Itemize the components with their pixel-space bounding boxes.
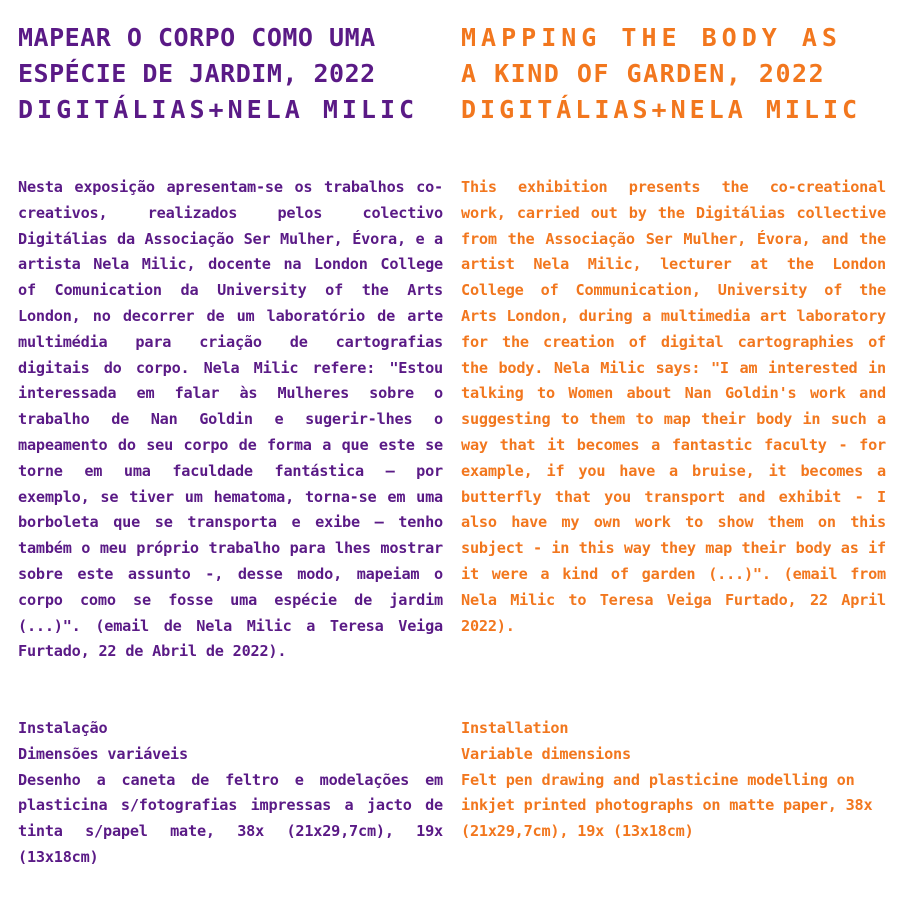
english-materials: Felt pen drawing and plasticine modelling on inkjet printed photographs on matte paper, 38x (21x29,7cm), 19x (13x18cm) [461, 770, 873, 841]
portuguese-installation-info [18, 716, 443, 871]
portuguese-installation-label: Instalação [18, 719, 108, 737]
portuguese-title-line: DIGITÁLIAS+NELA MILIC [18, 95, 419, 124]
portuguese-title-line: ESPÉCIE DE JARDIM, 2022 [18, 59, 376, 88]
english-title-line: DIGITÁLIAS+NELA MILIC [461, 95, 862, 124]
english-body-text: This exhibition presents the co-creational work, carried out by the Digitálias collective from the Associação Ser Mulher, Évora, and the artist Nela Milic, lecturer at the London College of Communication, University of the Arts London, during a multimedia art laboratory for the creation of digital cartographies of the body. Nela Milic says: "I am interested in talking to Women about Nan Goldin's work and suggesting to them to map their body in such a way that it becomes a fantastic faculty - for example, if you have a bruise, it becomes a butterfly that you transport and exhibit - I also have my own work to show them on this subject - in this way they map their body as if it were a kind of garden (...)". (email from Nela Milic to Teresa Veiga Furtado, 22 April 2022). [461, 178, 886, 635]
portuguese-body-text: Nesta exposição apresentam-se os trabalhos co-creativos, realizados pelos colectivo Digitálias da Associação Ser Mulher, Évora, e a artista Nela Milic, docente na London College of Comunication da University of the Arts London, no decorrer de um laboratório de arte multimédia para criação de cartografias digitais do corpo. Nela Milic refere: "Estou interessada em falar às Mulheres sobre o trabalho de Nan Goldin e sugerir-lhes o mapeamento do seu corpo de forma a que este se torne em uma faculdade fantástica – por exemplo, se tiver um hematoma, torna-se em uma borboleta que se transporta e exibe – tenho também o meu próprio trabalho para lhes mostrar sobre este assunto -, desse modo, mapeiam o corpo como se fosse uma espécie de jardim (...)". (email de Nela Milic a Teresa Veiga Furtado, 22 de Abril de 2022). [18, 178, 443, 661]
english-dimensions: Variable dimensions [461, 744, 631, 763]
english-title [461, 20, 886, 128]
portuguese-dimensions: Dimensões variáveis [18, 744, 188, 763]
english-installation-label: Installation [461, 719, 569, 737]
portuguese-materials: Desenho a caneta de feltro e modelações em plasticina s/fotografias impressas a jacto de tinta s/papel mate, 38x (21x29,7cm), 19x (13x18cm) [18, 770, 443, 866]
english-title-line: A KIND OF GARDEN, 2022 [461, 59, 826, 88]
english-title-line: MAPPING THE BODY AS [461, 23, 842, 52]
portuguese-title [18, 20, 443, 128]
portuguese-title-line: MAPEAR O CORPO COMO UMA [18, 23, 376, 52]
english-installation-info [461, 716, 886, 845]
